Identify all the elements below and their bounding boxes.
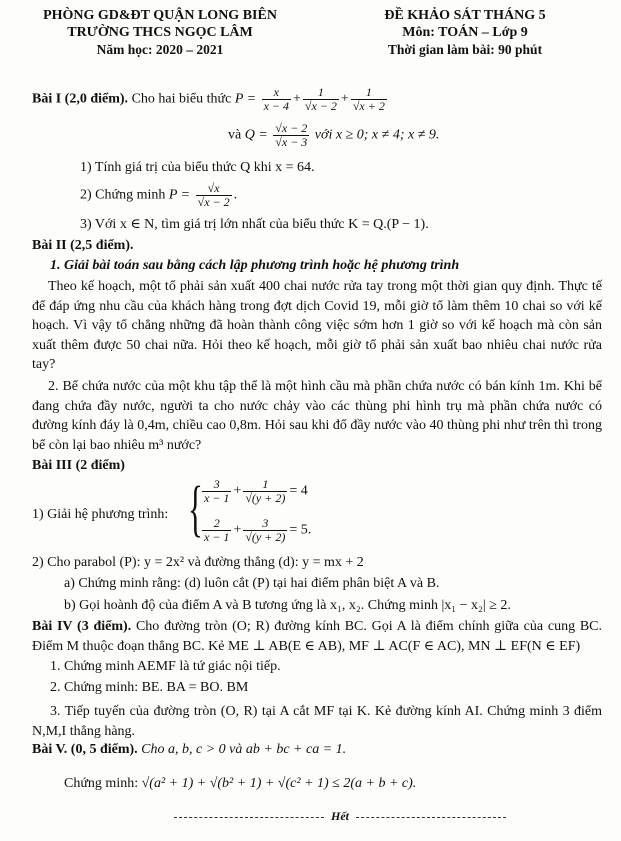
bai3-heading: Bài III (2 điểm) bbox=[32, 458, 125, 473]
bai1-heading: Bài I (2,0 điểm). bbox=[32, 91, 129, 107]
bai1-line2 bbox=[228, 122, 439, 149]
bai1-line1: Bài I (2,0 điểm). Cho hai biểu thức P = $\frac{x}{x - 4}$ + $\frac{1}{√x - 2}$ + $\frac{1}{√x + 2}$ bbox=[32, 85, 385, 113]
end-marker bbox=[150, 809, 530, 824]
e1-f1-num: 3 bbox=[202, 478, 231, 492]
bai3-q1-text: 1) Giải hệ phương trình: bbox=[32, 507, 169, 522]
q-den: √x − 3 bbox=[275, 135, 308, 149]
bai5-prove bbox=[64, 776, 416, 792]
header-school: TRƯỜNG THCS NGỌC LÂM bbox=[67, 25, 253, 40]
bai2-p1-body: Theo kế hoạch, một tổ phải sản xuất 400 chai nước rửa tay trong một thời gian quy định. Thực tế để đáp ứng nhu cầu của khách hàng trong đợt dịch Covid 19, mỗi giờ tổ làm thêm 10 chai so với kế hoạch. Vì vậy tổ chẳng những đã hoàn thành công việc sớm hơn 1 giờ so với kế hoạch mà còn sản xuất thêm được 50 chai nữa. Hỏi theo kế hoạch, mỗi giờ tổ phải sản xuất bao nhiêu chai nước rửa tay? bbox=[32, 279, 602, 372]
p-f1-den: x − 4 bbox=[263, 99, 289, 113]
header-year: Năm học: 2020 – 2021 bbox=[96, 42, 224, 57]
e2-f2 bbox=[243, 517, 287, 544]
bai4-q1: 1. Chứng minh AEMF là tứ giác nội tiếp. bbox=[50, 659, 281, 674]
p-f3-den: √x + 2 bbox=[352, 99, 385, 113]
e2-f2-den: √(y + 2) bbox=[245, 530, 286, 544]
e1-f1-den: x − 1 bbox=[204, 491, 230, 505]
system-eq1: $\frac{3}{x - 1}$ + $\frac{1}{√(y + 2)}$ = 4 bbox=[204, 477, 308, 505]
e2-f1 bbox=[202, 517, 231, 544]
q-fraction bbox=[273, 122, 309, 149]
bai2-heading: Bài II (2,5 điểm). bbox=[32, 238, 134, 253]
bai2-p1-title: 1. Giải bài toán sau bằng cách lập phương trình hoặc hệ phương trình bbox=[50, 258, 460, 273]
bai4-body: Cho đường tròn (O; R) đường kính BC. Gọi A là điểm chính giữa của cung BC. Điểm M thuộc đoạn thẳng BC. Kẻ ME ⊥ AB(E ∈ AB), MF ⊥ AC(F ∈ AC), MN ⊥ EF(N ∈ EF) bbox=[32, 619, 603, 654]
bai5-inequality: √(a² + 1) + √(b² + 1) + √(c² + 1) ≤ 2(a + b + c). bbox=[141, 776, 417, 791]
bai1-q1: 1) Tính giá trị của biểu thức Q khi x = 64. bbox=[80, 160, 315, 175]
e1-f2-den: √(y + 2) bbox=[245, 491, 286, 505]
q-condition: với x ≥ 0; x ≠ 4; x ≠ 9. bbox=[314, 127, 440, 143]
q2-text: 2) Chứng minh bbox=[80, 187, 166, 203]
end-text: Hết bbox=[331, 809, 349, 823]
p-label: P = bbox=[234, 91, 257, 107]
e1-f2 bbox=[243, 478, 287, 505]
bai1-intro: Cho hai biểu thức bbox=[131, 91, 232, 107]
exam-title: ĐỀ KHẢO SÁT THÁNG 5 bbox=[384, 8, 546, 23]
and-word: và bbox=[228, 127, 242, 143]
q2-fraction bbox=[196, 182, 232, 209]
p-f2-den: √x − 2 bbox=[304, 99, 337, 113]
e2-f1-num: 2 bbox=[202, 517, 231, 531]
e2-f2-num: 3 bbox=[243, 517, 287, 531]
header-dept: PHÒNG GD&ĐT QUẬN LONG BIÊN bbox=[43, 8, 277, 23]
end-dash-left bbox=[174, 817, 324, 818]
e2-rhs: = 5 bbox=[289, 522, 308, 538]
e1-rhs: = 4 bbox=[289, 483, 308, 499]
p-fraction-3 bbox=[351, 86, 387, 113]
e2-f1-den: x − 1 bbox=[204, 530, 230, 544]
bai3-q2: 2) Cho parabol (P): y = 2x² và đường thẳng (d): y = mx + 2 bbox=[32, 555, 364, 570]
exam-subject: Môn: TOÁN – Lớp 9 bbox=[402, 25, 528, 40]
bai1-q2: 2) Chứng minh P = $\frac{√x}{√x - 2}$ . bbox=[80, 181, 238, 209]
q-label: Q = bbox=[244, 127, 268, 143]
bai5-given: Cho a, b, c > 0 và ab + bc + ca = 1. bbox=[141, 742, 347, 757]
bai5-line bbox=[32, 742, 346, 758]
exam-time: Thời gian làm bài: 90 phút bbox=[387, 42, 543, 57]
p-f3-num: 1 bbox=[351, 86, 387, 100]
q2-num: √x bbox=[196, 182, 232, 196]
bai5-heading: Bài V. (0, 5 điểm). bbox=[32, 742, 138, 757]
end-dash-right bbox=[356, 817, 506, 818]
system-eq2: $\frac{2}{x - 1}$ + $\frac{3}{√(y + 2)}$ = 5. bbox=[204, 516, 312, 544]
p-fraction-1 bbox=[262, 86, 291, 113]
q-num: √x − 2 bbox=[275, 121, 308, 135]
bai4-q2: 2. Chứng minh: BE. BA = BO. BM bbox=[50, 680, 249, 695]
bai2-p2-body: 2. Bể chứa nước của một khu tập thể là một hình cầu mà phần chứa nước có bán kính 1m. Khi bể đang chứa đầy nước, người ta cho nước chảy vào các thùng phi hình trụ mà phần chứa nước có đường kính đáy là 0,4m, chiều cao 0,8m. Hỏi sau khi đổ đầy nước vào 40 thùng phi như trên thì trong bể còn lại bao nhiêu m³ nước? bbox=[32, 379, 602, 453]
bai1-q3: 3) Với x ∈ N, tìm giá trị lớn nhất của biểu thức K = Q.(P − 1). bbox=[80, 217, 429, 232]
q2-den: √x − 2 bbox=[197, 195, 230, 209]
bai4-heading: Bài IV (3 điểm). bbox=[32, 619, 132, 634]
bai3-q2a: a) Chứng minh rằng: (d) luôn cắt (P) tại hai điểm phân biệt A và B. bbox=[64, 576, 440, 591]
system-brace: { bbox=[188, 475, 203, 543]
p-f1-num: x bbox=[262, 86, 291, 100]
bai5-prove-label: Chứng minh: bbox=[64, 776, 139, 791]
bai4-intro bbox=[32, 617, 602, 656]
bai4-q3: 3. Tiếp tuyến của đường tròn (O, R) tại A cắt MF tại K. Kẻ đường kính AI. Chứng minh 3 điểm N,M,I thẳng hàng. bbox=[32, 704, 602, 739]
bai3-q2b: b) Gọi hoành độ của điểm A và B tương ứng là x₁, x₂. Chứng minh |x₁ − x₂| ≥ 2. bbox=[64, 598, 511, 613]
p-fraction-2 bbox=[303, 86, 339, 113]
e1-f1 bbox=[202, 478, 231, 505]
e1-f2-num: 1 bbox=[243, 478, 287, 492]
q2-p-label: P = bbox=[168, 187, 191, 203]
p-f2-num: 1 bbox=[303, 86, 339, 100]
